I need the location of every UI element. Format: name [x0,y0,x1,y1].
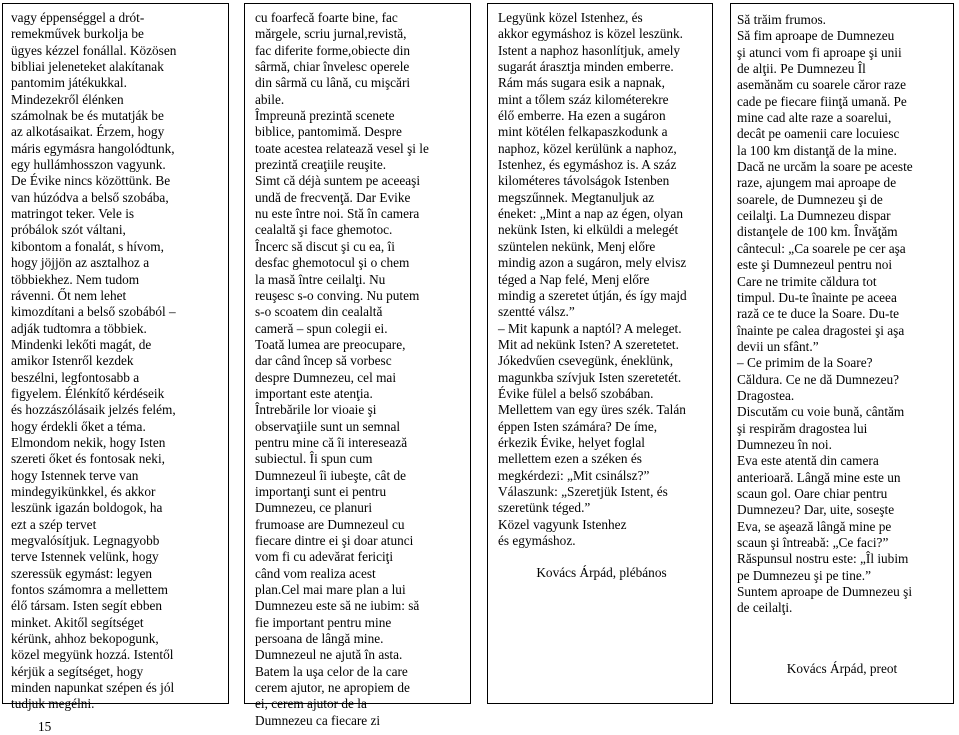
text-line: ezt a szép tervet [11,516,97,532]
text-line: ügyes kézzel fonállal. Közösen [11,42,177,58]
text-line: fie important pentru mine [255,614,392,630]
column-romanian-left [244,3,471,728]
text-line: figyelem. Élénkítő kérdéseik [11,385,165,401]
column-romanian-right [730,3,954,704]
text-line: Simt că déjà suntem pe aceeaşi [255,173,421,189]
text-line: decât pe oamenii care locuiesc [737,126,900,142]
text-line: Împreună prezintă scenete [255,108,395,124]
text-line: mint kötélen felkapaszkodunk a [498,124,668,140]
text-line: din sârmă cu lână, cu mişcări [255,75,411,91]
text-line: – Ce primim de la Soare? [737,355,873,371]
text-line: Dumnezeu, ce planuri [255,500,373,516]
text-line: Răspunsul nostru este: „Îl iubim [737,551,909,567]
text-line: persoana de lângă mine. [255,631,384,647]
text-line: az alkotásaikat. Érzem, hogy [11,124,165,140]
text-line: timpul. Du-te înainte pe aceea [737,289,897,305]
text-line: pe Dumnezeu şi pe tine.” [737,567,872,583]
text-line: Istenhez, és egymáshoz is. A száz [498,157,677,173]
text-line: Încerc să discut şi cu ea, îi [255,238,395,254]
text-line: soarele, de Dumnezeu şi de [737,191,883,207]
text-line: De Évike nincs közöttünk. Be [11,173,171,189]
text-line: şi atunci vom fi aproape şi unii [737,44,902,60]
text-line: adják tudtomra a többiek. [11,320,147,336]
text-line: undă de frecvenţă. Dar Evike [255,189,411,205]
text-line: Dumnezeul îi iubeşte, cât de [255,467,407,483]
text-line: subiectul. Îi spun cum [255,451,373,467]
text-line: sârmă, chiar învelesc operele [255,59,410,75]
text-line: scaun gol. Oare chiar pentru [737,485,888,501]
column-hungarian-left [2,3,229,712]
text-line: Dragostea. [737,387,795,403]
text-line: la 100 km distanţă de la mine. [737,142,897,158]
text-line: şi respirăm dragostea lui [737,420,868,436]
text-line: rávenni. Őt nem lehet [11,287,127,303]
text-line: plan.Cel mai mare plan a lui [255,582,406,598]
text-line: szentté válsz.” [498,304,575,320]
author-signature: Kovács Árpád, plébános [536,565,667,581]
text-line: Dumnezeu în noi. [737,436,832,452]
text-line: van húzódva a belső szobába, [11,189,169,205]
text-line: distanţele de 100 km. Învăţăm [737,224,898,240]
text-line: Évike fülel a belső szobában. [498,385,654,401]
text-line: szüntelen nekünk, Menj előre [498,238,656,254]
text-line: szeretünk téged.” [498,500,591,516]
text-line: nekünk Isten, ki elküldi a melegét [498,222,679,238]
text-line: kérjük a segítséget, hogy [11,663,144,679]
text-line: számolnak be és mutatják be [11,108,164,124]
text-line: ceilalţi. La Dumnezeu dispar [737,208,891,224]
text-line: înainte pe calea dragostei şi aşa [737,322,905,338]
text-line: mellettem ezen a széken és [498,451,642,467]
text-line: Discutăm cu voie bună, cântăm [737,404,905,420]
text-line: mine cad alte raze a soarelui, [737,110,892,126]
text-line: cântecul: „Ca soarele pe cer aşa [737,240,906,256]
text-line: téged a Nap felé, Menj előre [498,271,650,287]
text-line: anterioară. Lângă mine este un [737,469,901,485]
text-line: mindegyikünkkel, és akkor [11,483,156,499]
text-line: biblice, pantomimă. Despre [255,124,402,140]
text-line: cu foarfecă foarte bine, fac [255,10,398,25]
text-line: élő társam. Isten segít ebben [11,598,163,614]
text-line: és egymáshoz. [498,533,576,548]
text-line: scaun şi întreabă: „Ce faci?” [737,535,889,550]
text-line: Mit ad nekünk Isten? A szeretetet. [498,336,679,352]
text-line: când vom realiza acest [255,565,376,581]
text-line: Legyünk közel Istenhez, és [498,10,643,25]
text-line: matringot teker. Vele is [11,206,135,222]
text-line: este şi Dumnezeul pentru noi [737,257,893,273]
text-line: toate acestea relatează vesel şi le [255,140,429,156]
text-line: kimozdítani a belső szobából – [11,304,176,320]
text-line: többiekhez. Nem tudom [11,271,140,287]
text-line: egy hullámhosszon vagyunk. [11,157,166,173]
text-line: fontos számomra a mellettem [11,582,168,598]
text-line: bibliai jeleneteket alakítanak [11,59,164,75]
text-line: Mellettem van egy üres szék. Talán [498,402,686,418]
text-line: magunkba szívjuk Isten szeretetét. [498,369,682,385]
text-line: Közel vagyunk Istenhez [498,516,627,532]
text-line: Elmondom nekik, hogy Isten [11,434,166,450]
text-line: remekművek burkolja be [11,26,144,42]
text-line: Batem la uşa celor de la care [255,663,408,679]
text-line: s-o scoatem din cealaltă [255,304,383,320]
text-line: Să trăim frumos. [737,12,827,27]
text-line: asemănăm cu soarele căror raze [737,77,907,93]
text-line: terve Istennek velünk, hogy [11,549,159,565]
text-line: Rám más sugara esik a napnak, [498,75,665,91]
text-line: dar când încep să vorbesc [255,353,392,369]
text-line: Toată lumea are preocupare, [255,336,406,352]
text-line: Dumnezeu? Dar, uite, soseşte [737,502,895,518]
text-line: sugarát árasztja minden emberre. [498,59,674,75]
text-line: beszélni, legfontosabb a [11,369,140,385]
text-line: cameră – spun colegii ei. [255,320,388,336]
text-line: de ceilalţi. [737,600,793,616]
text-line: observaţiile sunt un semnal [255,418,401,434]
text-line: próbálok szót váltani, [11,222,126,238]
text-line: Căldura. Ce ne dă Dumnezeu? [737,371,900,387]
text-line: minket. Akitől segítséget [11,614,144,630]
text-line: kilométeres távolságok Istenben [498,173,670,189]
text-line: szeressük egymást: legyen [11,565,153,581]
text-line: – Mit kapunk a naptól? A meleget. [498,320,682,336]
text-line: hogy érdekli őket a téma. [11,418,146,434]
text-line: mint a tőlem száz kilométerekre [498,91,669,107]
text-line: reuşesc s-o conving. Nu putem [255,287,420,303]
text-line: élő emberre. Ha ezen a sugáron [498,108,666,124]
text-line: Dumnezeu ca fiecare zi [255,712,381,728]
text-line: máris egymásra hangolódtunk, [11,140,175,156]
text-line: Dumnezeul ne ajută în asta. [255,647,403,663]
text-line: pantomim játékukkal. [11,75,127,91]
text-line: nu este între noi. Stă în camera [255,206,420,222]
text-line: Eva, se aşează lângă mine pe [737,518,892,534]
text-line: ei, cerem ajutor de la [255,696,367,712]
text-line: desfac ghemotocul şi o chem [255,255,410,271]
text-line: prezintă creaţiile reuşite. [255,157,387,173]
text-line: abile. [255,91,285,107]
text-line: éppen Isten számára? De íme, [498,418,658,434]
text-line: raze, ajungem mai aproape de [737,175,897,191]
text-line: vagy éppenséggel a drót- [11,10,145,25]
text-line: tudjuk megélni. [11,696,95,712]
text-line: la masă între ceilalţi. Nu [255,271,386,287]
text-line: de alţii. Pe Dumnezeu Îl [737,61,866,77]
text-line: cealaltă şi face ghemotoc. [255,222,393,238]
text-line: Istent a naphoz hasonlítjuk, amely [498,42,681,58]
text-line: Suntem aproape de Dumnezeu şi [737,584,913,600]
text-line: frumoase are Dumnezeul cu [255,516,405,532]
text-line: cade pe fiecare fiinţă umană. Pe [737,93,907,109]
text-line: megvalósítjuk. Legnagyobb [11,533,160,548]
text-line: Mindezekről élénken [11,91,124,107]
text-line: mindig a szeretet útján, és így majd [498,287,687,303]
text-line: Dacă ne urcăm la soare pe aceste [737,159,913,175]
text-line: hogy jöjjön az asztalhoz a [11,255,150,271]
text-line: Mindenki lekőti magát, de [11,336,152,352]
text-line: akkor egymáshoz is közel leszünk. [498,26,683,42]
text-line: rază ce te duce la Soare. Du-te [737,306,900,322]
text-line: mărgele, scriu jurnal,revistă, [255,26,407,42]
text-line: cerem ajutor, ne apropiem de [255,680,410,696]
text-line: minden napunkat szépen és jól [11,680,175,696]
text-line: érkezik Évike, helyet foglal [498,434,645,450]
author-signature: Kovács Árpád, preot [786,660,898,676]
text-line: vom fi cu adevărat fericiţi [255,549,394,565]
text-line: közel megyünk hozzá. Istentől [11,647,174,663]
text-line: Care ne trimite căldura tot [737,273,877,289]
text-line: kibontom a fonalát, s hívom, [11,238,164,254]
text-line: fac diferite forme,obiecte din [255,42,411,58]
text-line: Jókedvűen csevegünk, éneklünk, [498,353,674,369]
text-line: leszünk igazán boldogok, ha [11,500,163,516]
text-line: kérünk, ahhoz bekopogunk, [11,631,159,647]
text-line: mindig azon a sugáron, mely elvisz [498,255,687,271]
page-number: 15 [38,719,52,734]
text-line: pentru mine că îi interesează [255,434,408,450]
text-line: és hozzászólásaik jelzés felém, [11,402,176,418]
text-line: Eva este atentă din camera [737,453,879,469]
text-line: important este atenţia. [255,385,373,401]
text-line: Întrebările lor vioaie şi [255,402,377,418]
text-line: naphoz, közel kerülünk a naphoz, [498,140,677,156]
text-line: amikor Istenről kezdek [11,353,134,369]
text-line: Válaszunk: „Szeretjük Istent, és [498,483,668,499]
text-line: Să fim aproape de Dumnezeu [737,28,895,44]
text-line: fiecare dintre ei şi doar atunci [255,533,414,548]
text-line: despre Dumnezeu, cel mai [255,369,397,385]
text-line: szereti őket és fontosak neki, [11,451,165,467]
text-line: devii un sfânt.” [737,338,819,354]
text-line: Dumnezeu este să ne iubim: să [255,598,420,614]
text-line: hogy Istennek terve van [11,467,139,483]
text-line: megszűnnek. Megtanuljuk az [498,189,655,205]
text-line: importanţi sunt ei pentru [255,483,387,499]
column-hungarian-right [487,3,713,704]
text-line: éneket: „Mint a nap az égen, olyan [498,206,683,222]
text-line: megkérdezi: „Mit csinálsz?” [498,467,650,483]
